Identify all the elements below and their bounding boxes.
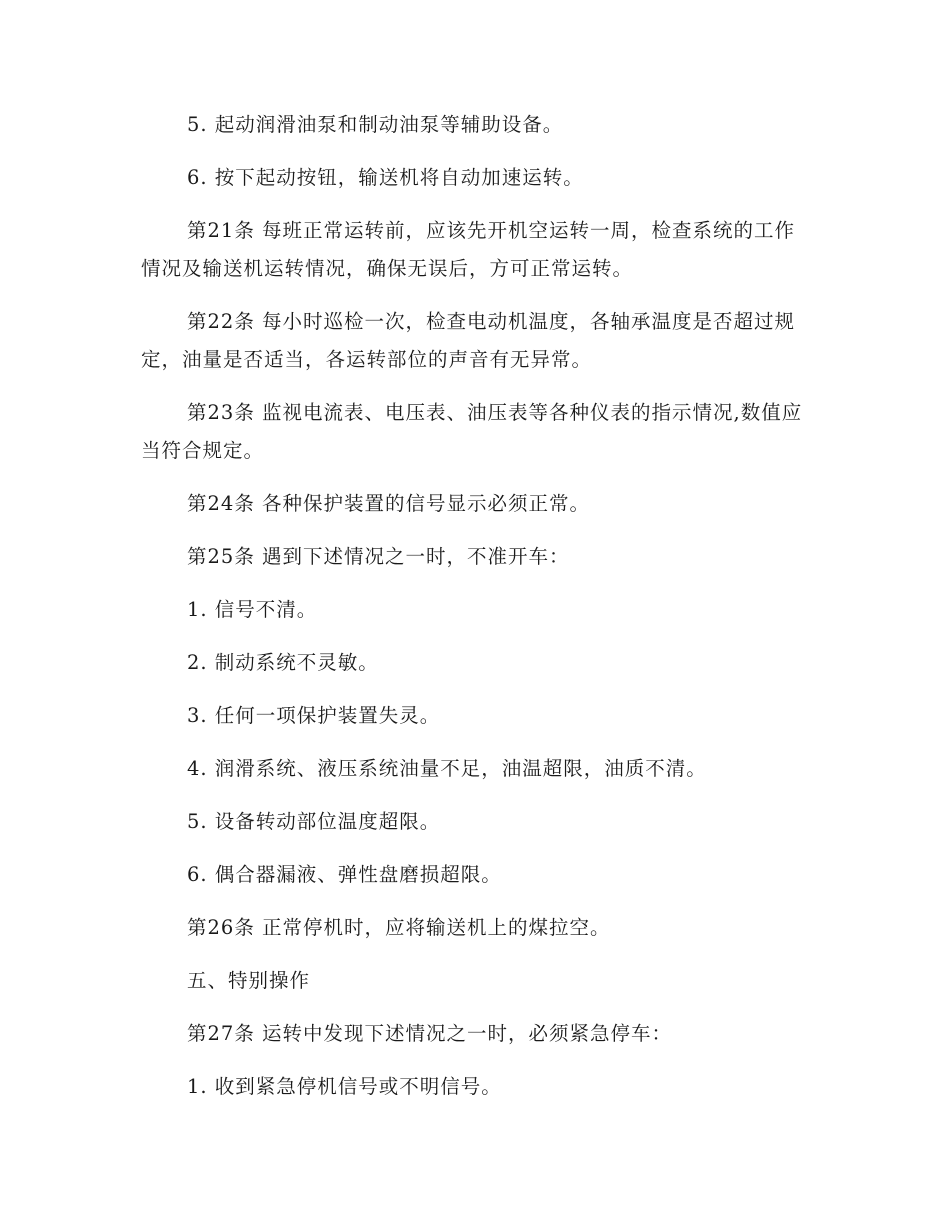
section-heading-special-operation: 五、特别操作 — [187, 969, 311, 992]
paragraph-item-5: 5. 起动润滑油泵和制动油泵等辅助设备。 — [187, 113, 564, 136]
paragraph-article-26: 第26条 正常停机时，应将输送机上的煤拉空。 — [187, 916, 611, 939]
paragraph-condition-2: 2. 制动系统不灵敏。 — [187, 651, 379, 674]
paragraph-item-6: 6. 按下起动按钮，输送机将自动加速运转。 — [187, 166, 584, 189]
paragraph-article-21: 第21条 每班正常运转前，应该先开机空运转一周，检查系统的工作情况及输送机运转情况，确保无误后，方可正常运转。 — [141, 219, 796, 280]
paragraph-condition-4: 4. 润滑系统、液压系统油量不足，油温超限，油质不清。 — [187, 757, 707, 780]
paragraph-condition-6: 6. 偶合器漏液、弹性盘磨损超限。 — [187, 863, 502, 886]
paragraph-article-24: 第24条 各种保护装置的信号显示必须正常。 — [187, 492, 591, 515]
paragraph-article-23: 第23条 监视电流表、电压表、油压表等各种仪表的指示情况,数值应当符合规定。 — [141, 401, 803, 462]
paragraph-article-27: 第27条 运转中发现下述情况之一时，必须紧急停车： — [187, 1022, 673, 1045]
paragraph-emergency-1: 1. 收到紧急停机信号或不明信号。 — [187, 1075, 502, 1098]
paragraph-condition-5: 5. 设备转动部位温度超限。 — [187, 810, 441, 833]
paragraph-condition-1: 1. 信号不清。 — [187, 598, 318, 621]
paragraph-condition-3: 3. 任何一项保护装置失灵。 — [187, 704, 441, 727]
document-body — [141, 106, 811, 1106]
paragraph-article-25: 第25条 遇到下述情况之一时，不准开车： — [187, 545, 570, 568]
paragraph-article-22: 第22条 每小时巡检一次，检查电动机温度，各轴承温度是否超过规定，油量是否适当，各运转部位的声音有无异常。 — [141, 310, 796, 371]
